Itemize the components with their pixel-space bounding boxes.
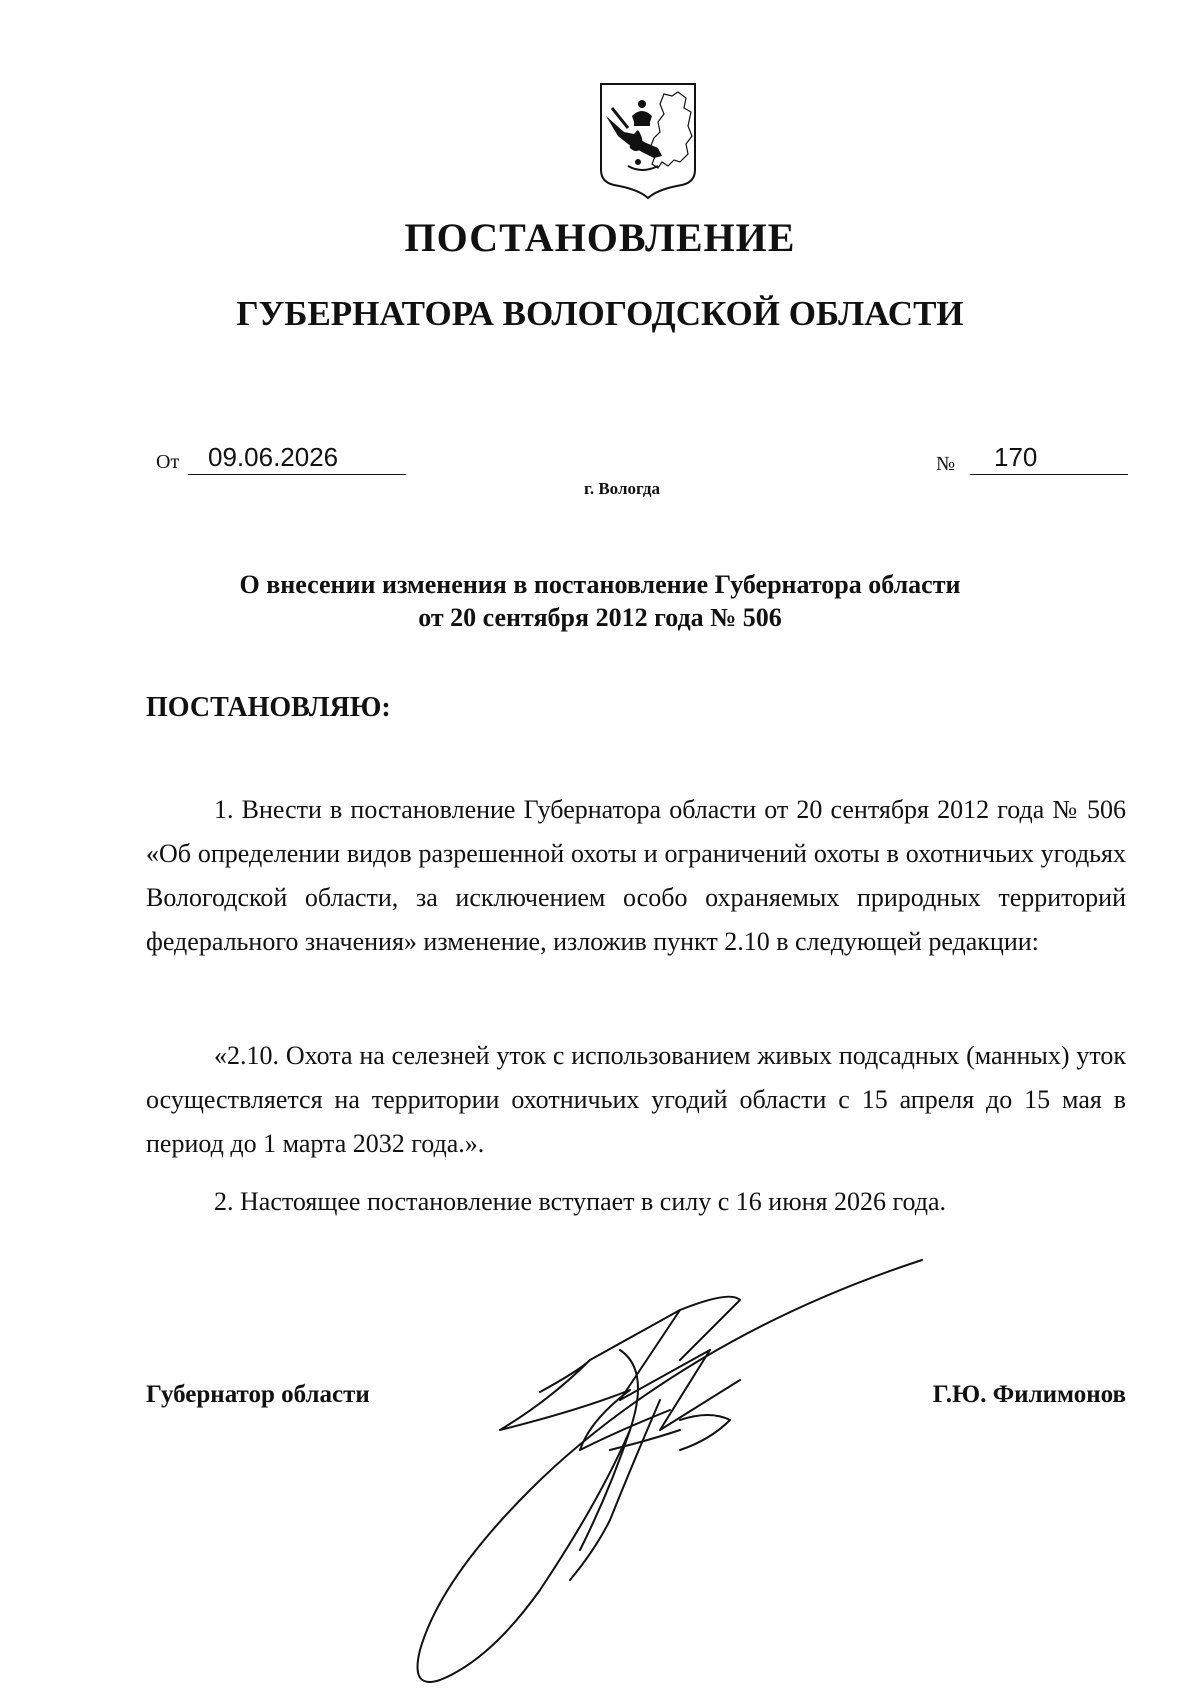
signer-role: Губернатор области (146, 1381, 370, 1408)
paragraph-2 (146, 1034, 1126, 1166)
paragraph-1 (146, 788, 1126, 964)
city-label: г. Вологда (584, 479, 660, 498)
document-date: 09.06.2026 (188, 444, 406, 475)
handwritten-signature-icon (380, 1250, 940, 1700)
date-prefix: От (156, 451, 180, 473)
number-sign: № (936, 453, 956, 475)
document-subject (0, 568, 1200, 634)
paragraph-3 (146, 1180, 1126, 1224)
document-type-title: ПОСТАНОВЛЕНИЕ (404, 215, 796, 260)
document-number: 170 (970, 444, 1128, 475)
signer-name: Г.Ю. Филимонов (932, 1381, 1126, 1408)
paragraph-1-text: 1. Внести в постановление Губернатора области от 20 сентября 2012 года № 506 «Об определении видов разрешенной охоты и ограничений охоты в охотничьих угодьях Вологодской области, за исключением особо охраняемых природных территорий федерального значения» изменение, изложив пункт 2.10 в следующей редакции: (146, 795, 1126, 956)
subject-line-2: от 20 сентября 2012 года № 506 (418, 603, 782, 632)
decree-heading: ПОСТАНОВЛЯЮ: (146, 692, 391, 723)
paragraph-3-text: 2. Настоящее постановление вступает в силу с 16 июня 2026 года. (214, 1187, 947, 1216)
issuer-title: ГУБЕРНАТОРА ВОЛОГОДСКОЙ ОБЛАСТИ (236, 294, 964, 333)
paragraph-2-text: «2.10. Охота на селезней уток с использованием живых подсадных (манных) уток осуществляется на территории охотничьих угодий области с 15 апреля до 15 мая в период до 1 марта 2032 года.». (146, 1041, 1126, 1158)
subject-line-1: О внесении изменения в постановление Губернатора области (239, 570, 961, 599)
coat-of-arms-icon (598, 82, 698, 200)
